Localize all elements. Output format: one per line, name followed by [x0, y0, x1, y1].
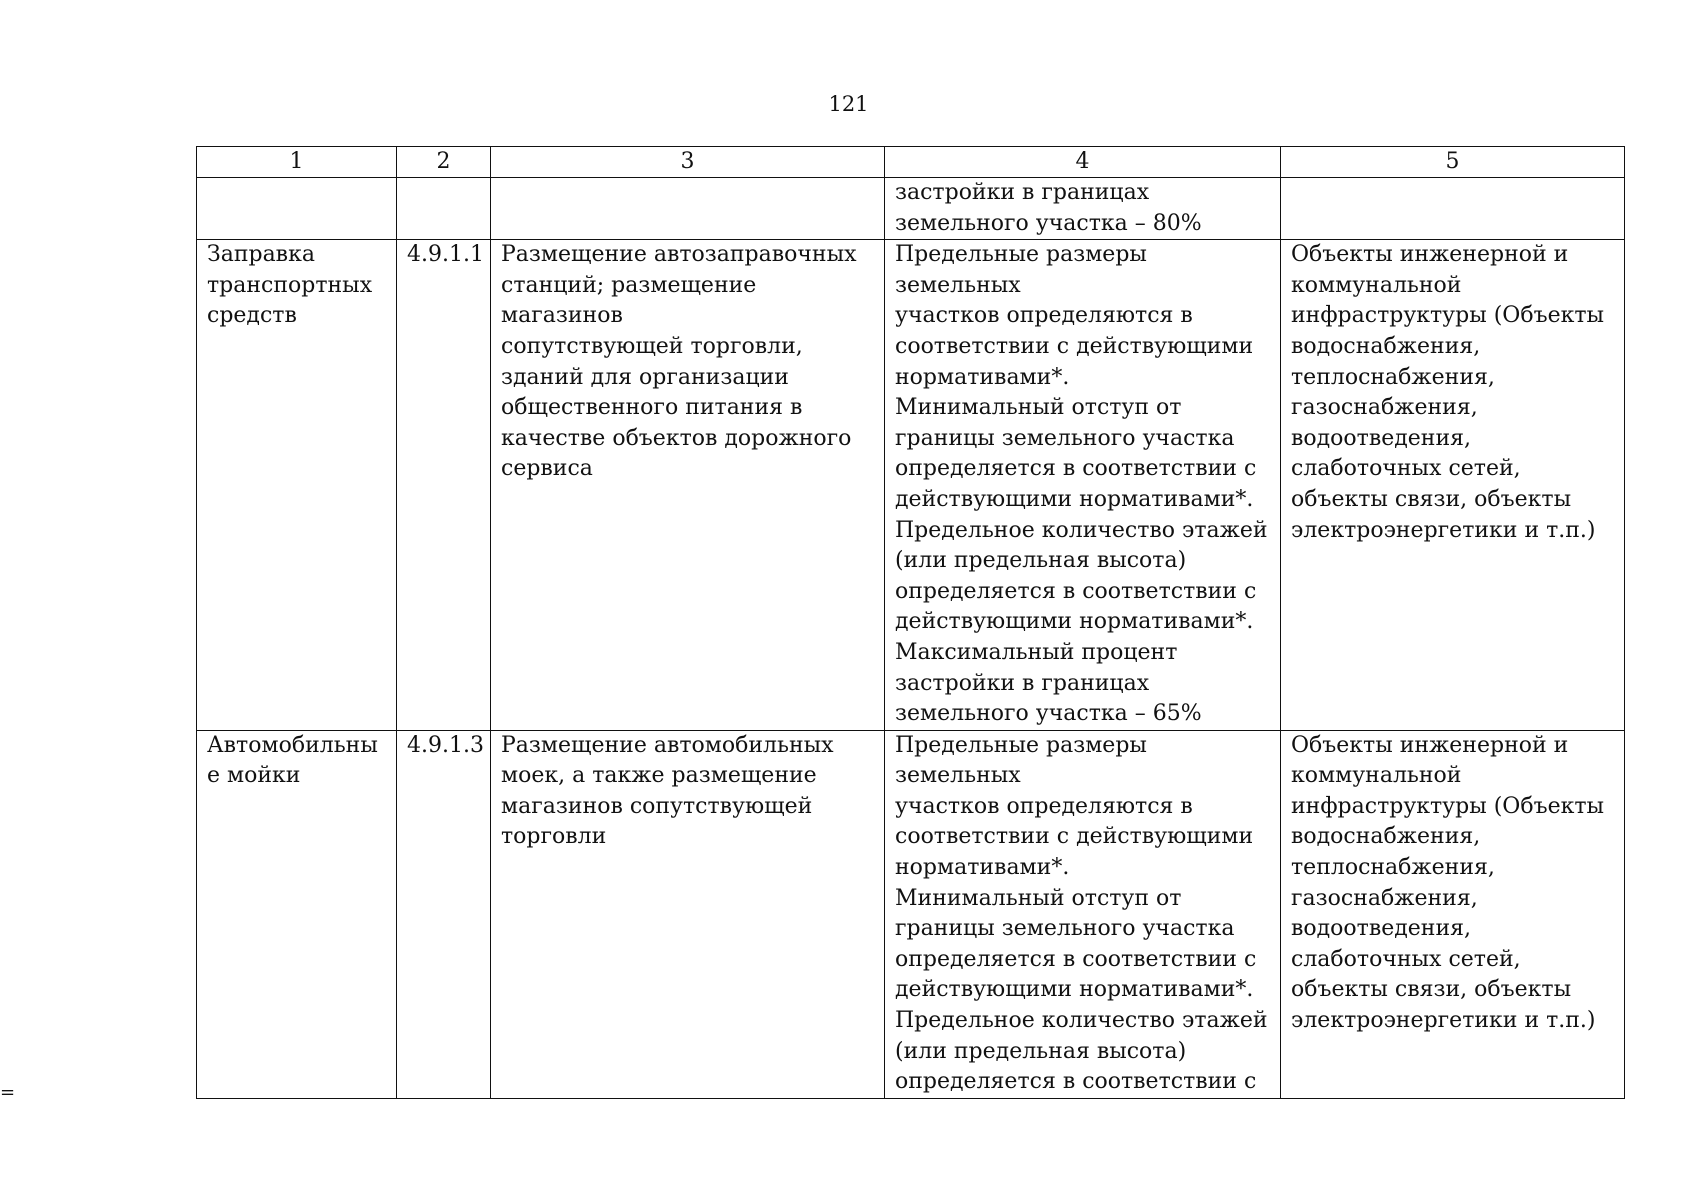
use-name-cell — [197, 178, 397, 240]
parameters-cell: застройки в границах земельного участка – 80% — [885, 178, 1281, 240]
header-cell-5: 5 — [1281, 147, 1625, 178]
use-code-cell: 4.9.1.1 — [397, 240, 491, 731]
objects-cell — [1281, 178, 1625, 240]
table-row-car-wash — [197, 730, 1625, 1098]
objects-cell: Объекты инженерной и коммунальной инфраструктуры (Объекты водоснабжения, теплоснабжения, газоснабжения, водоотведения, слаботочных сетей, объекты связи, объекты электроэнергетики и т.п.) — [1281, 240, 1625, 731]
parameters-cell: Предельные размеры земельных участков определяются в соответствии с действующими нормативами*. Минимальный отступ от границы земельного участка определяется в соответствии с действующими нормативами*. Предельное количество этажей (или предельная высота) определяется в соответствии с — [885, 730, 1281, 1098]
land-use-table — [196, 146, 1625, 1099]
header-cell-2: 2 — [397, 147, 491, 178]
header-cell-1: 1 — [197, 147, 397, 178]
objects-cell: Объекты инженерной и коммунальной инфраструктуры (Объекты водоснабжения, теплоснабжения, газоснабжения, водоотведения, слаботочных сетей, объекты связи, объекты электроэнергетики и т.п.) — [1281, 730, 1625, 1098]
table-header-row — [197, 147, 1625, 178]
use-description-cell: Размещение автомобильных моек, а также размещение магазинов сопутствующей торговли — [491, 730, 885, 1098]
page-number: 121 — [828, 92, 869, 116]
use-code-cell — [397, 178, 491, 240]
use-description-cell — [491, 178, 885, 240]
use-code-cell: 4.9.1.3 — [397, 730, 491, 1098]
table-row-fuel-station — [197, 240, 1625, 731]
parameters-cell: Предельные размеры земельных участков определяются в соответствии с действующими нормативами*. Минимальный отступ от границы земельного участка определяется в соответствии с действующими нормативами*. Предельное количество этажей (или предельная высота) определяется в соответствии с действующими нормативами*. Максимальный процент застройки в границах земельного участка – 65% — [885, 240, 1281, 731]
use-name-cell: Автомобильны е мойки — [197, 730, 397, 1098]
use-name-cell: Заправка транспортных средств — [197, 240, 397, 731]
header-cell-4: 4 — [885, 147, 1281, 178]
header-cell-3: 3 — [491, 147, 885, 178]
table-row-continuation — [197, 178, 1625, 240]
margin-mark: = — [0, 1082, 16, 1103]
use-description-cell: Размещение автозаправочных станций; размещение магазинов сопутствующей торговли, зданий для организации общественного питания в качестве объектов дорожного сервиса — [491, 240, 885, 731]
